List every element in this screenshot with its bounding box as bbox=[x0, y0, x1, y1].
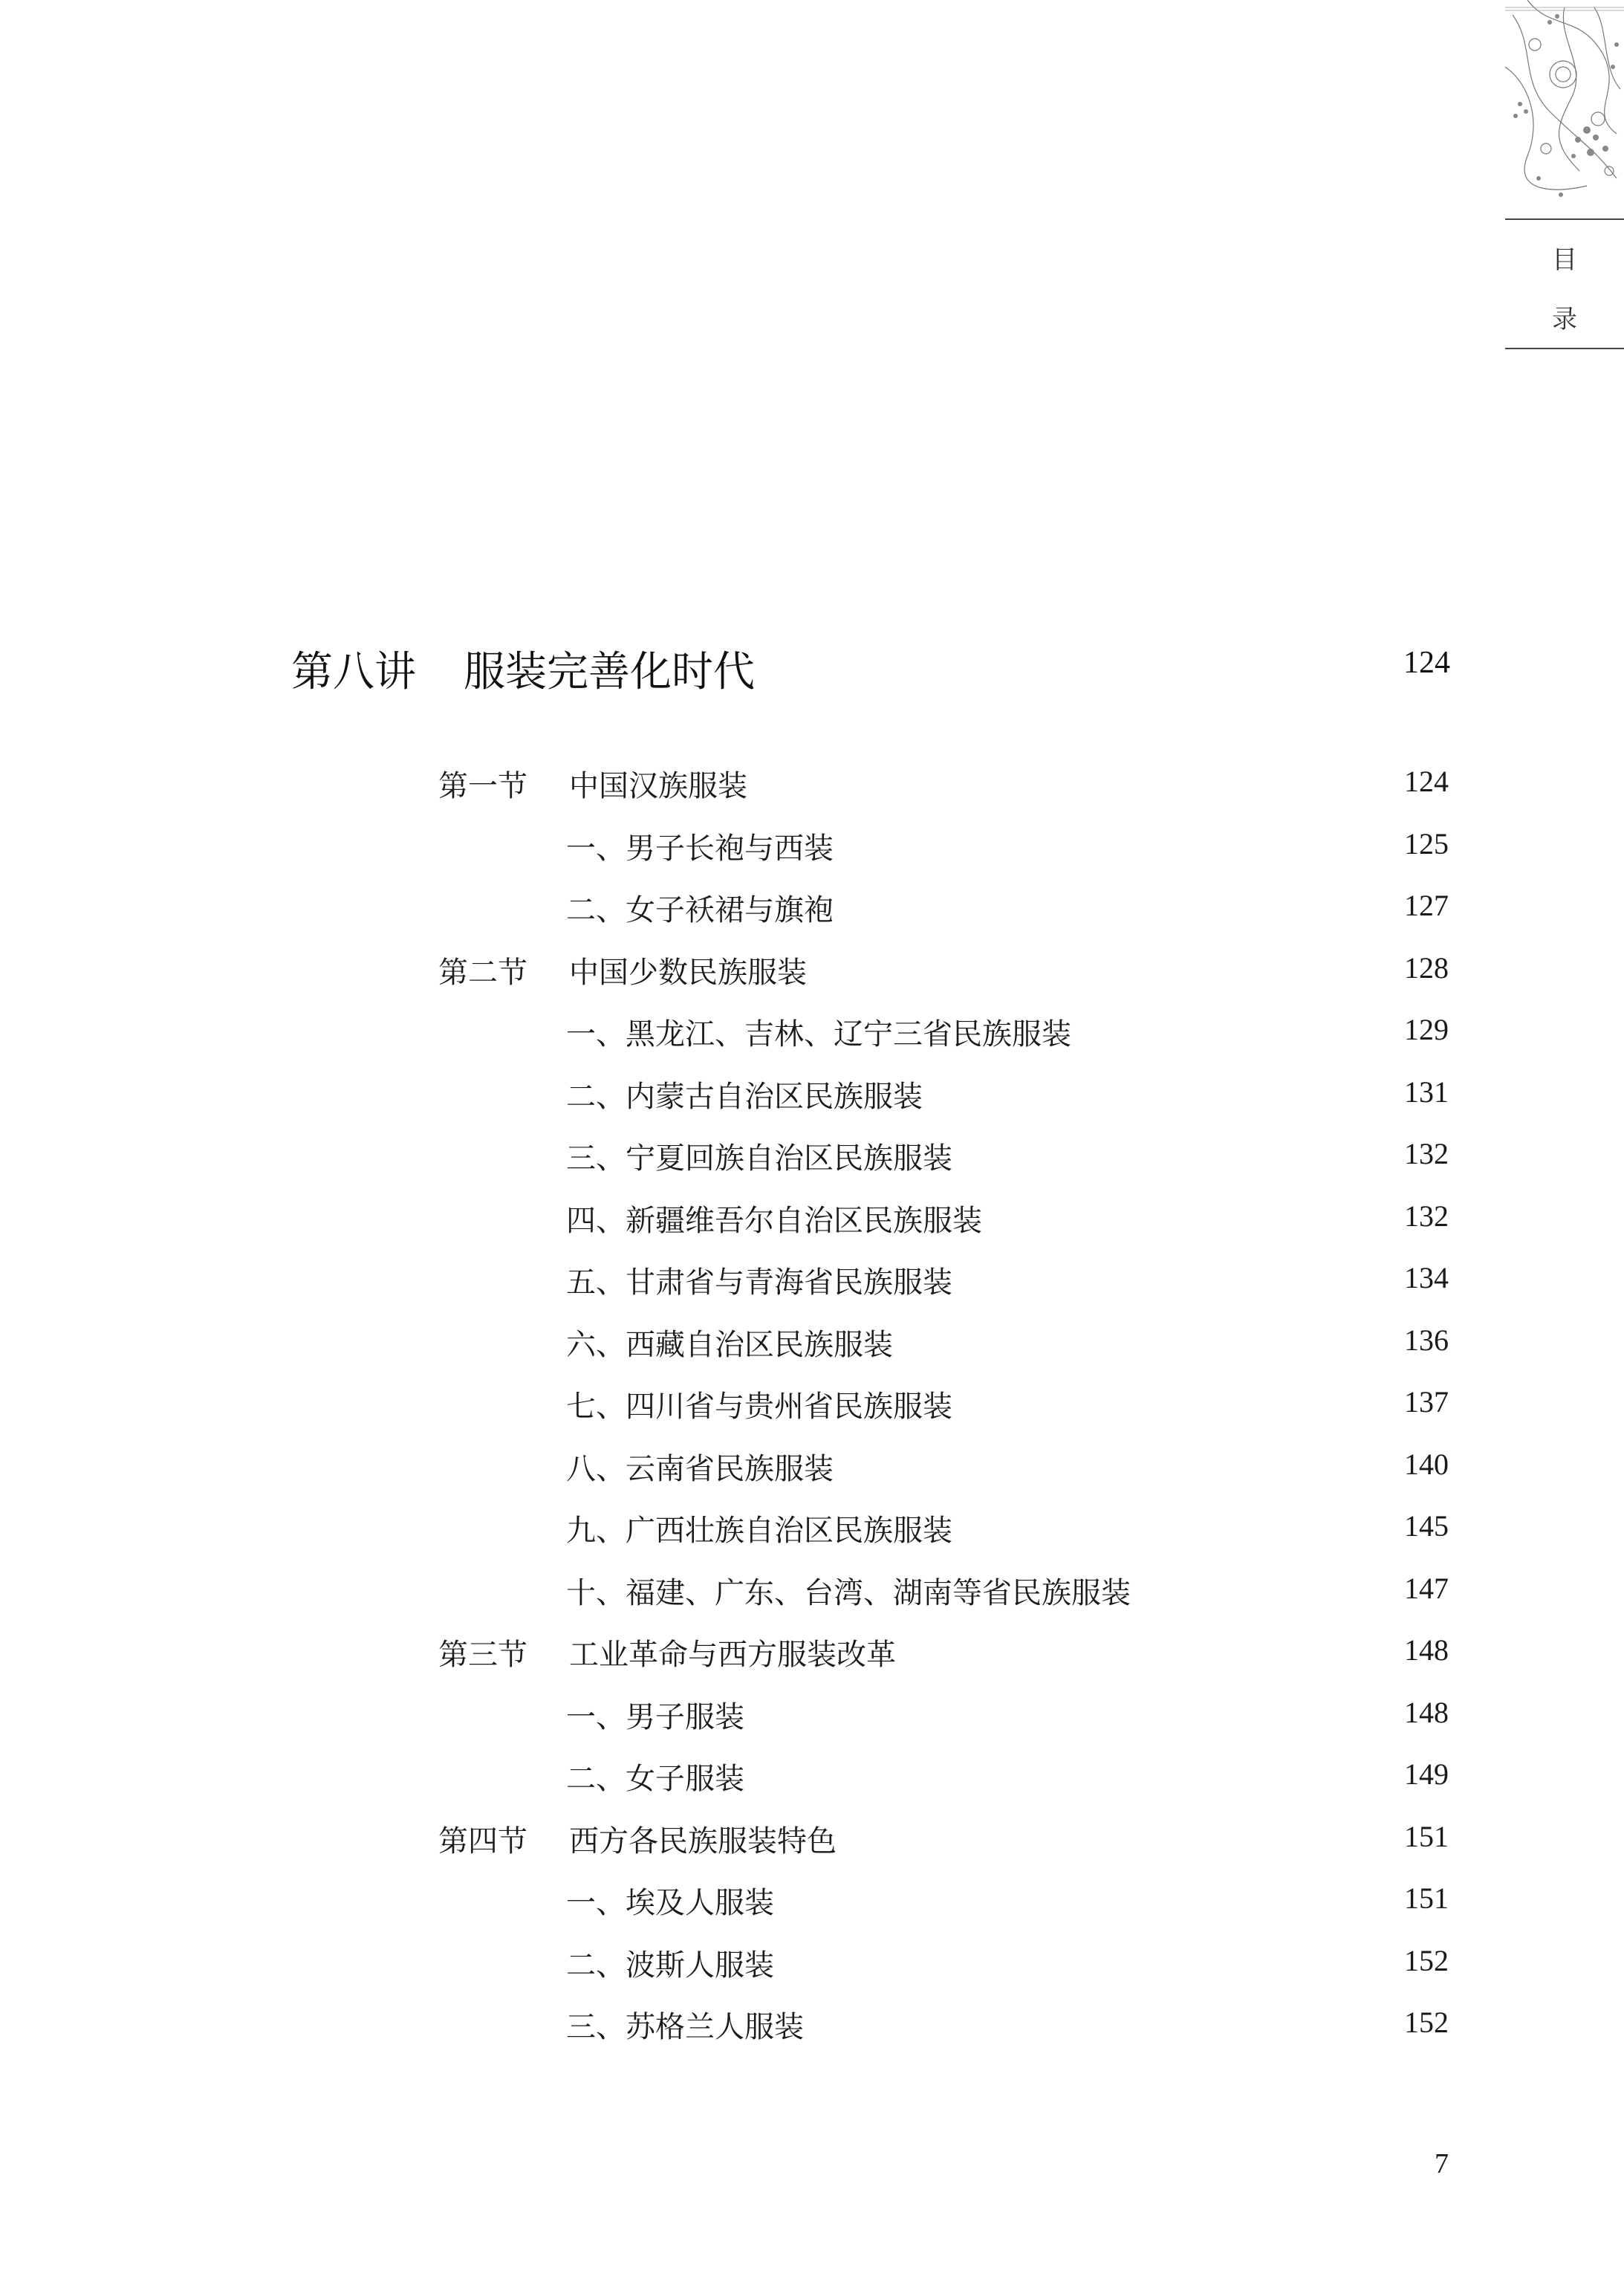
toc-section-row[interactable] bbox=[0, 762, 1624, 825]
item-title: 四、新疆维吾尔自治区民族服装 bbox=[566, 1203, 982, 1238]
folio-page-number: 7 bbox=[1435, 2148, 1449, 2179]
toc-item-row[interactable] bbox=[0, 1259, 1624, 1321]
chapter-page-number: 124 bbox=[1403, 646, 1450, 680]
item-title: 七、四川省与贵州省民族服装 bbox=[566, 1390, 952, 1424]
item-title: 二、女子服装 bbox=[566, 1762, 744, 1796]
page-number: 134 bbox=[1404, 1261, 1449, 1294]
page-number: 132 bbox=[1404, 1137, 1449, 1170]
page-number: 125 bbox=[1404, 826, 1449, 860]
page-number: 140 bbox=[1404, 1447, 1449, 1481]
side-tab-bottom-rule bbox=[1505, 348, 1624, 349]
item-title: 一、男子服装 bbox=[566, 1699, 744, 1734]
toc-item-row[interactable] bbox=[0, 825, 1624, 887]
page-number: 136 bbox=[1404, 1323, 1449, 1357]
toc-item-row[interactable] bbox=[0, 1321, 1624, 1384]
section-label: 第三节 bbox=[438, 1638, 527, 1672]
toc-item-row[interactable] bbox=[0, 1135, 1624, 1197]
page-number: 148 bbox=[1404, 1633, 1449, 1667]
chapter-heading[interactable] bbox=[291, 639, 1450, 698]
toc-item-row[interactable] bbox=[0, 1879, 1624, 1942]
section-title: 中国少数民族服装 bbox=[569, 955, 807, 990]
page-number: 149 bbox=[1404, 1757, 1449, 1791]
toc-item-row[interactable] bbox=[0, 1197, 1624, 1260]
page-number: 127 bbox=[1404, 889, 1449, 922]
toc-section-row[interactable] bbox=[0, 1631, 1624, 1693]
section-label: 第一节 bbox=[438, 769, 527, 803]
item-title: 二、波斯人服装 bbox=[566, 1948, 774, 1983]
toc-section-row[interactable] bbox=[0, 1818, 1624, 1880]
item-title: 一、男子长袍与西装 bbox=[566, 831, 834, 866]
section-label: 第四节 bbox=[438, 1824, 527, 1858]
toc-item-row[interactable] bbox=[0, 1942, 1624, 2004]
page-number: 124 bbox=[1404, 765, 1449, 798]
toc-item-row[interactable] bbox=[0, 1755, 1624, 1818]
toc-list bbox=[0, 762, 1624, 2066]
item-title: 二、女子袄裙与旗袍 bbox=[566, 893, 834, 927]
corner-ornament-icon bbox=[1505, 0, 1624, 211]
page-number: 151 bbox=[1404, 1881, 1449, 1915]
chapter-label: 第八讲 bbox=[291, 648, 416, 696]
item-title: 一、埃及人服装 bbox=[566, 1886, 774, 1920]
page-number: 151 bbox=[1404, 1819, 1449, 1853]
toc-item-row[interactable] bbox=[0, 1693, 1624, 1756]
section-title: 西方各民族服装特色 bbox=[569, 1824, 837, 1858]
item-title: 一、黑龙江、吉林、辽宁三省民族服装 bbox=[566, 1017, 1071, 1051]
page-number: 128 bbox=[1404, 950, 1449, 985]
toc-item-row[interactable] bbox=[0, 886, 1624, 949]
item-title: 三、宁夏回族自治区民族服装 bbox=[566, 1141, 952, 1176]
section-title: 工业革命与西方服装改革 bbox=[569, 1638, 896, 1672]
toc-item-row[interactable] bbox=[0, 1383, 1624, 1445]
toc-section-row[interactable] bbox=[0, 949, 1624, 1011]
toc-item-row[interactable] bbox=[0, 1073, 1624, 1135]
page-number: 147 bbox=[1404, 1571, 1449, 1605]
page-number: 152 bbox=[1404, 2006, 1449, 2039]
side-tab-top-rule bbox=[1505, 218, 1624, 220]
item-title: 十、福建、广东、台湾、湖南等省民族服装 bbox=[566, 1575, 1131, 1610]
page-number: 132 bbox=[1404, 1199, 1449, 1233]
toc-item-row[interactable] bbox=[0, 2003, 1624, 2066]
item-title: 五、甘肃省与青海省民族服装 bbox=[566, 1265, 952, 1300]
section-title: 中国汉族服装 bbox=[569, 769, 747, 803]
item-title: 六、西藏自治区民族服装 bbox=[566, 1327, 893, 1362]
toc-item-row[interactable] bbox=[0, 1445, 1624, 1508]
page-number: 129 bbox=[1404, 1013, 1449, 1046]
page-number: 137 bbox=[1404, 1385, 1449, 1419]
page-number: 152 bbox=[1404, 1943, 1449, 1977]
page-number: 145 bbox=[1404, 1509, 1449, 1543]
item-title: 九、广西壮族自治区民族服装 bbox=[566, 1514, 952, 1548]
chapter-title: 服装完善化时代 bbox=[464, 648, 755, 696]
side-tab-char: 目 bbox=[1552, 245, 1577, 275]
item-title: 三、苏格兰人服装 bbox=[566, 2010, 804, 2044]
section-label: 第二节 bbox=[438, 955, 527, 990]
page-number: 131 bbox=[1404, 1074, 1449, 1109]
toc-item-row[interactable] bbox=[0, 1507, 1624, 1569]
toc-item-row[interactable] bbox=[0, 1011, 1624, 1073]
toc-item-row[interactable] bbox=[0, 1569, 1624, 1632]
item-title: 二、内蒙古自治区民族服装 bbox=[566, 1079, 923, 1114]
item-title: 八、云南省民族服装 bbox=[566, 1451, 834, 1486]
side-tab-char: 录 bbox=[1552, 305, 1577, 334]
page-number: 148 bbox=[1404, 1695, 1449, 1729]
